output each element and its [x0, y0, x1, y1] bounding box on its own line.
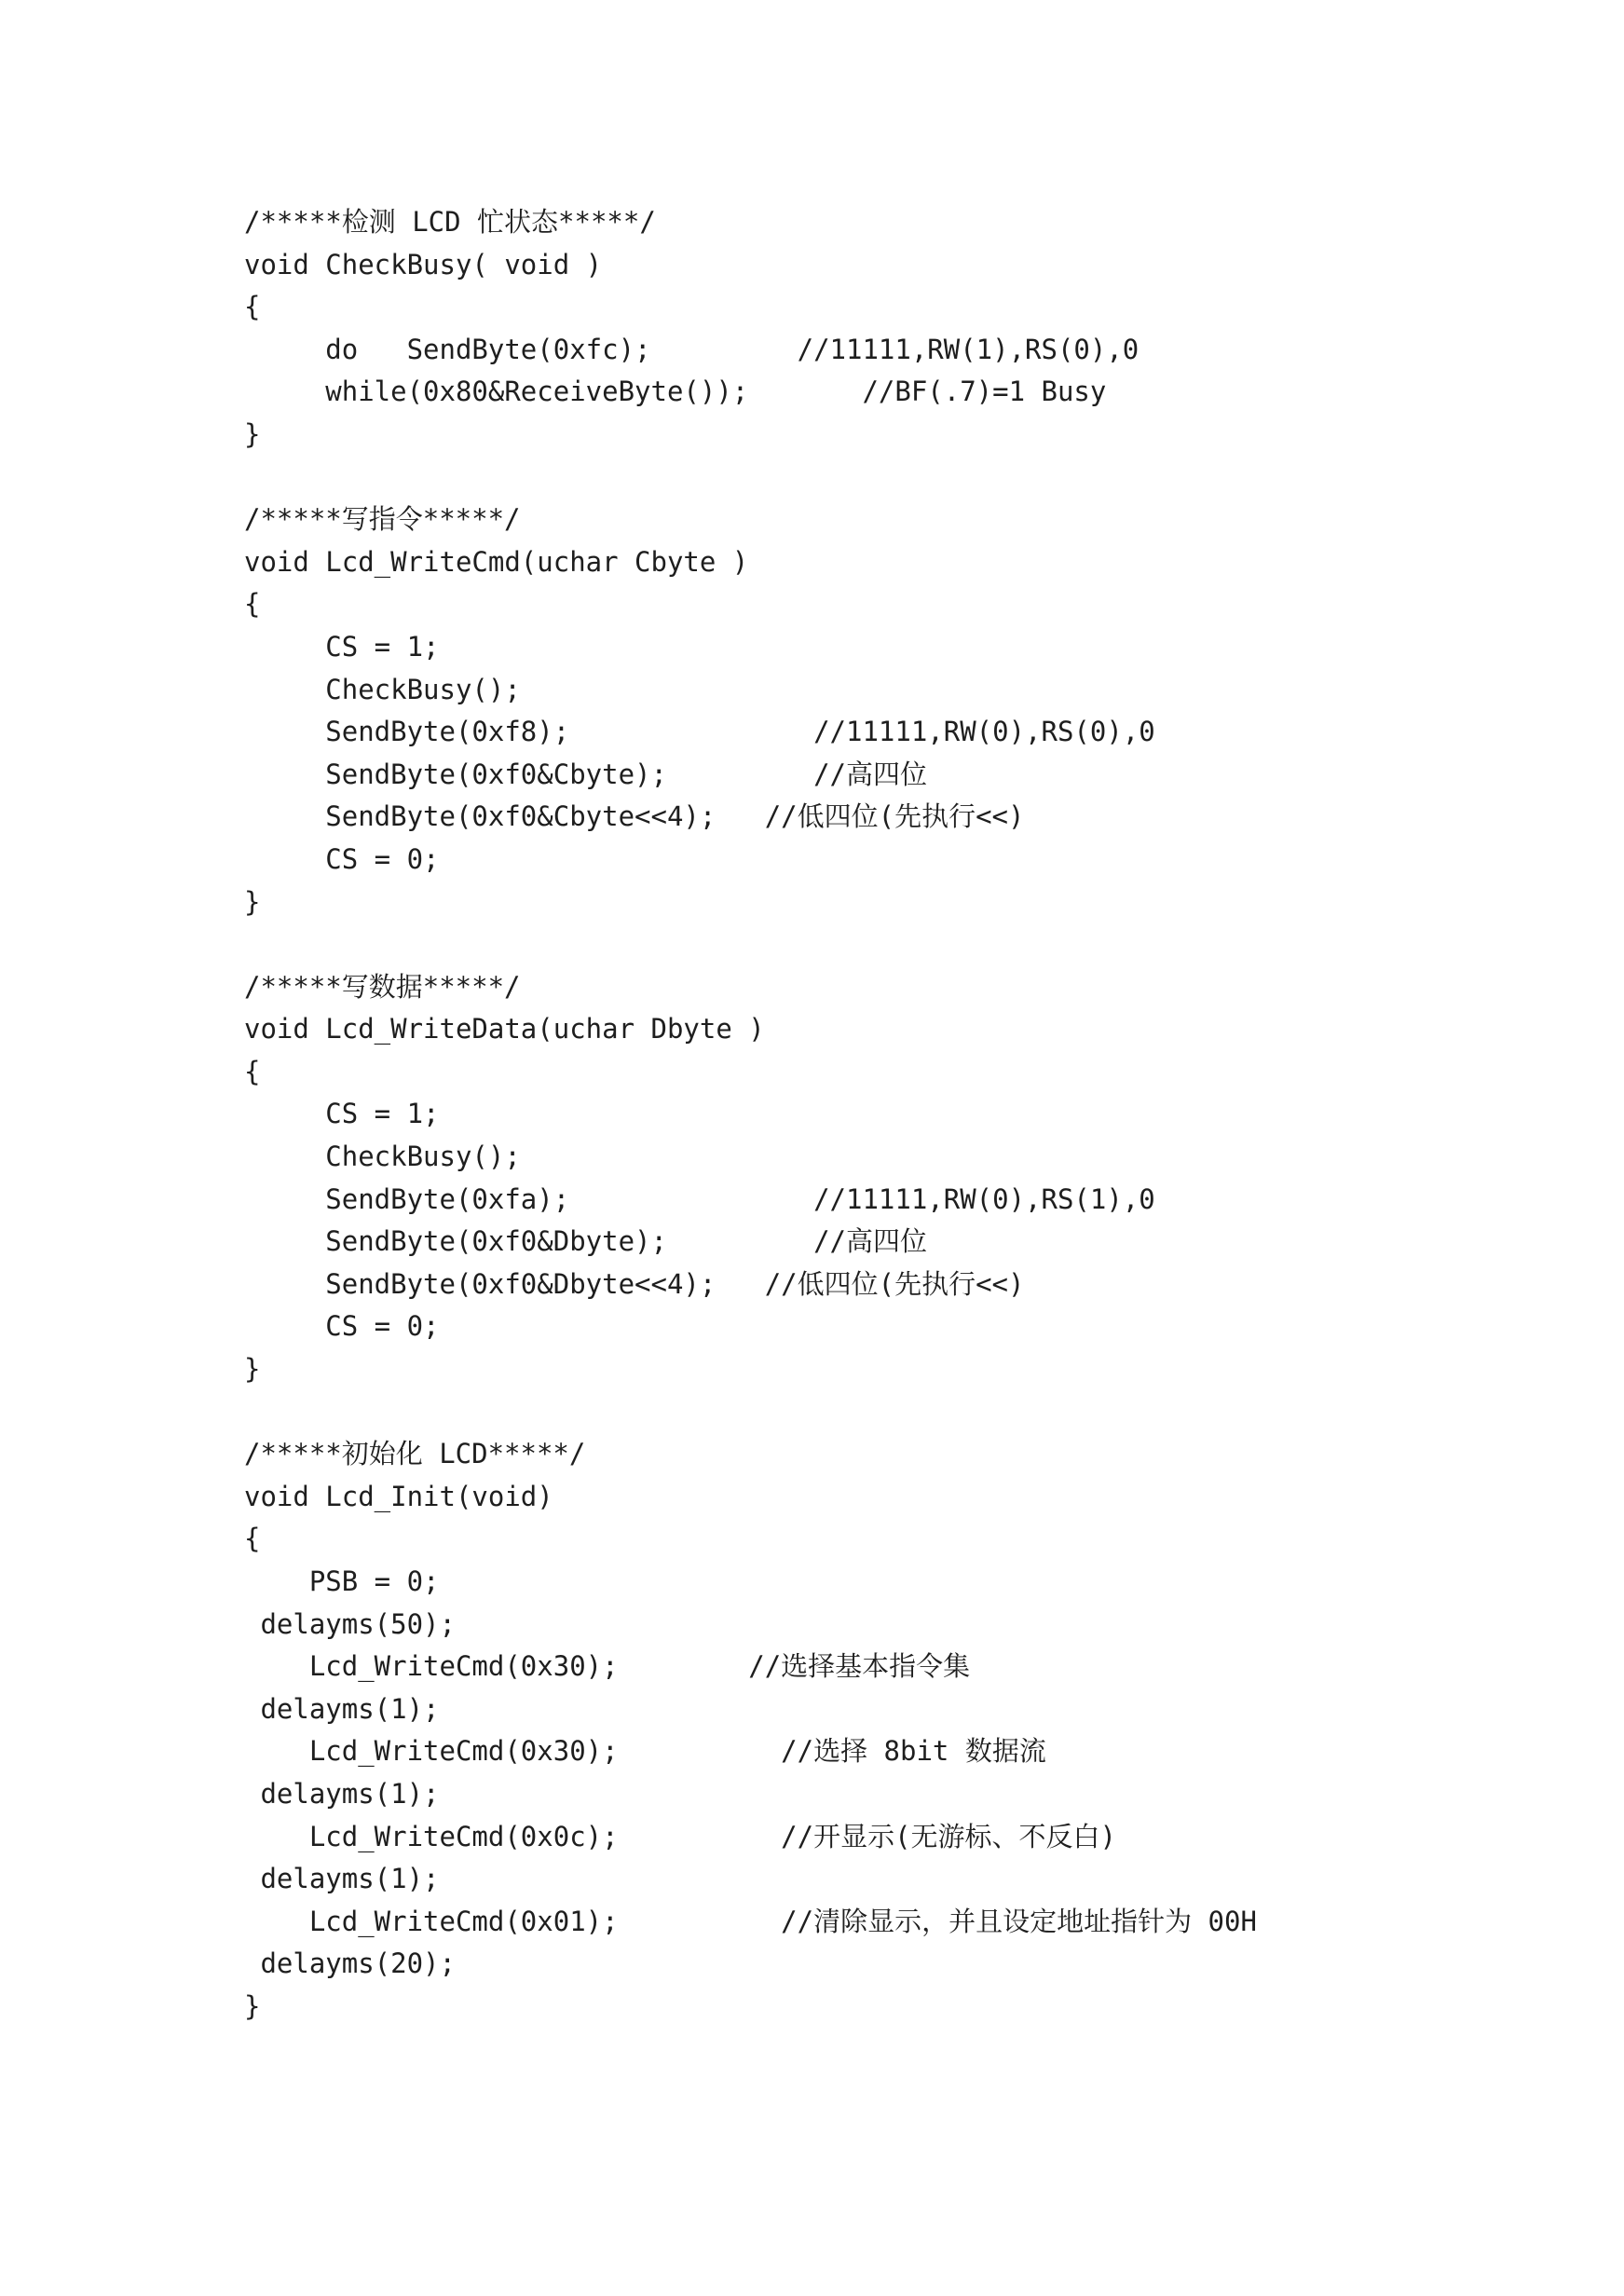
- code-line: Lcd_WriteCmd(0x01); //清除显示，并且设定地址指针为 00H: [244, 1905, 1257, 1937]
- code-line: /*****检测 LCD 忙状态*****/: [244, 206, 656, 238]
- code-line: delayms(1);: [244, 1863, 440, 1895]
- code-line: CS = 1;: [244, 1098, 440, 1130]
- code-line: Lcd_WriteCmd(0x0c); //开显示(无游标、不反白): [244, 1820, 1117, 1852]
- code-line: {: [244, 1523, 261, 1555]
- code-line: SendByte(0xf0&Dbyte); //高四位: [244, 1225, 928, 1258]
- code-line: CheckBusy();: [244, 673, 521, 705]
- code-line: {: [244, 588, 261, 621]
- code-line: SendByte(0xf0&Cbyte); //高四位: [244, 758, 928, 790]
- code-line: /*****初始化 LCD*****/: [244, 1438, 586, 1470]
- code-line: PSB = 0;: [244, 1565, 440, 1597]
- code-line: /*****写数据*****/: [244, 970, 521, 1003]
- code-line: Lcd_WriteCmd(0x30); //选择 8bit 数据流: [244, 1735, 1046, 1768]
- code-line: }: [244, 885, 261, 918]
- code-line: void Lcd_Init(void): [244, 1480, 553, 1512]
- code-line: CheckBusy();: [244, 1141, 521, 1173]
- code-line: delayms(20);: [244, 1948, 456, 1980]
- code-line: delayms(1);: [244, 1777, 440, 1810]
- code-line: CS = 0;: [244, 842, 440, 875]
- code-line: do SendByte(0xfc); //11111,RW(1),RS(0),0: [244, 333, 1140, 365]
- code-line: [244, 923, 1549, 966]
- code-line: while(0x80&ReceiveByte()); //BF(.7)=1 Busy: [244, 376, 1107, 408]
- code-line: CS = 0;: [244, 1310, 440, 1343]
- code-line: void CheckBusy( void ): [244, 248, 603, 280]
- code-line: delayms(1);: [244, 1692, 440, 1725]
- code-line: Lcd_WriteCmd(0x30); //选择基本指令集: [244, 1650, 971, 1683]
- code-line: SendByte(0xf0&Cbyte<<4); //低四位(先执行<<): [244, 800, 1025, 833]
- code-line: [244, 457, 1549, 499]
- code-block: [244, 201, 1549, 2029]
- code-line: [244, 1391, 1549, 1434]
- code-line: /*****写指令*****/: [244, 503, 521, 536]
- code-line: SendByte(0xf8); //11111,RW(0),RS(0),0: [244, 716, 1155, 748]
- code-line: }: [244, 1353, 261, 1386]
- code-line: void Lcd_WriteCmd(uchar Cbyte ): [244, 545, 749, 578]
- code-line: SendByte(0xf0&Dbyte<<4); //低四位(先执行<<): [244, 1267, 1025, 1300]
- code-line: {: [244, 291, 261, 323]
- code-line: CS = 1;: [244, 630, 440, 663]
- code-line: }: [244, 417, 261, 450]
- code-line: delayms(50);: [244, 1607, 456, 1640]
- code-line: {: [244, 1055, 261, 1087]
- code-line: SendByte(0xfa); //11111,RW(0),RS(1),0: [244, 1182, 1155, 1215]
- code-line: }: [244, 1989, 261, 2022]
- code-line: void Lcd_WriteData(uchar Dbyte ): [244, 1013, 765, 1046]
